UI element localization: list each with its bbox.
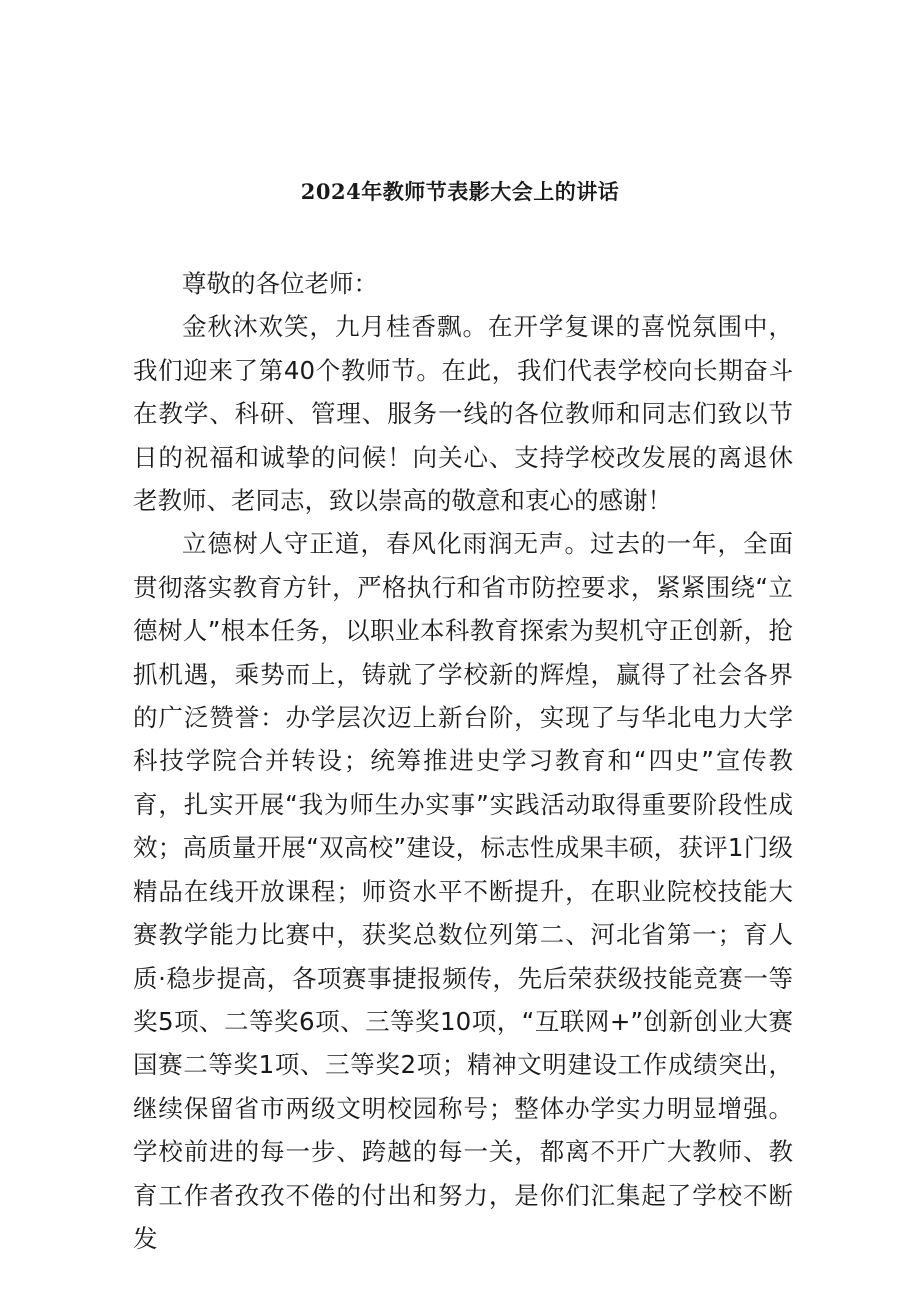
salutation: 尊敬的各位老师：	[182, 269, 378, 298]
paragraph-opening: 金秋沐欢笑，九月桂香飘。在开学复课的喜悦氛围中，我们迎来了第40个教师节。在此，我们代表学校向长期奋斗在教学、科研、管理、服务一线的各位教师和同志们致以节日的祝福和诚挚的问候！向关心、支持学校改发展的离退休老教师、老同志，致以崇高的敬意和衷心的感谢！	[133, 312, 793, 516]
document-body	[133, 262, 793, 1260]
document-title: 2024年教师节表影大会上的讲话	[300, 179, 620, 204]
paragraph-achievements: 立德树人守正道，春风化雨润无声。过去的一年，全面贯彻落实教育方针，严格执行和省市防控要求，紧紧围绕“立德树人”根本任务，以职业本科教育探索为契机守正创新，抢抓机遇，乘势而上，铸就了学校新的辉煌，赢得了社会各界的广泛赞誉：办学层次迈上新台阶，实现了与华北电力大学科技学院合并转设；统筹推进史学习教育和“四史”宣传教育，扎实开展“我为师生办实事”实践活动取得重要阶段性成效；高质量开展“双高校”建设，标志性成果丰硕，获评1门级精品在线开放课程；师资水平不断提升，在职业院校技能大赛教学能力比赛中，获奖总数位列第二、河北省第一；育人质·稳步提高，各项赛事捷报频传，先后荣获级技能竞赛一等奖5项、二等奖6项、三等奖10项，“互联网+”创新创业大赛国赛二等奖1项、三等奖2项；精神文明建设工作成绩突出，继续保留省市两级文明校园称号；整体办学实力明显增强。学校前进的每一步、跨越的每一关，都离不开广大教师、教育工作者孜孜不倦的付出和努力，是你们汇集起了学校不断发	[133, 529, 793, 1253]
